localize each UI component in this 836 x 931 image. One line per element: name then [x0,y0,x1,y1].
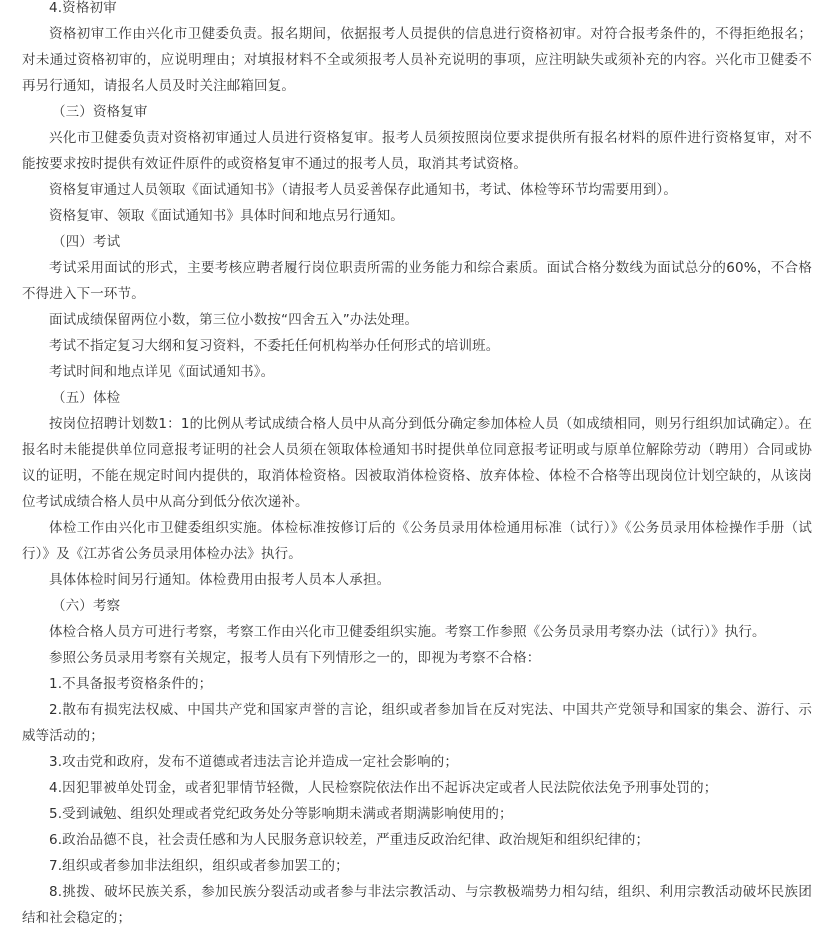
list-item: 7.组织或者参加非法组织，组织或者参加罢工的； [49,858,349,874]
section-heading-inspection: （六）考察 [52,598,121,614]
list-item: 3.攻击党和政府，发布不道德或者违法言论并造成一定社会影响的； [49,754,459,770]
list-item: 5.受到诫勉、组织处理或者党纪政务处分等影响期未满或者期满影响使用的； [49,806,513,822]
list-item: 2.散布有损宪法权威、中国共产党和国家声誉的言论，组织或者参加旨在反对宪法、中国共产党领导和国家的集会、游行、示威等活动的； [22,702,812,744]
paragraph-physical-selection: 按岗位招聘计划数1：1的比例从考试成绩合格人员中从高分到低分确定参加体检人员（如成绩相同，则另行组织加试确定）。在报名时未能提供单位同意报考证明的社会人员须在领取体检通知书时提供单位同意报考证明或与原单位解除劳动（聘用）合同或协议的证明，不能在规定时间内提供的，取消体检资格。因被取消体检资格、放弃体检、体检不合格等出现岗位计划空缺的，从该岗位考试成绩合格人员中从高分到低分依次递补。 [22,416,812,510]
section-heading-re-review: （三）资格复审 [52,104,148,120]
paragraph-physical-standard: 体检工作由兴化市卫健委组织实施。体检标准按修订后的《公务员录用体检通用标准（试行）》《公务员录用体检操作手册（试行）》及《江苏省公务员录用体检办法》执行。 [22,520,812,562]
paragraph-interview-notice: 资格复审通过人员领取《面试通知书》（请报考人员妥善保存此通知书，考试、体检等环节均需要用到）。 [49,182,678,198]
paragraph-exam-time: 考试时间和地点详见《面试通知书》。 [49,364,275,380]
list-item: 8.挑拨、破坏民族关系，参加民族分裂活动或者参与非法宗教活动、与宗教极端势力相勾结，组织、利用宗教活动破坏民族团结和社会稳定的； [22,884,812,926]
paragraph-inspection-rules: 参照公务员录用考察有关规定，报考人员有下列情形之一的，即视为考察不合格： [49,650,541,666]
paragraph-preliminary-review: 资格初审工作由兴化市卫健委负责。报名期间，依据报考人员提供的信息进行资格初审。对符合报考条件的，不得拒绝报名；对未通过资格初审的，应说明理由；对填报材料不全或须报考人员补充说明的事项，应注明缺失或须补充的内容。兴化市卫健委不再另行通知，请报名人员及时关注邮箱回复。 [22,26,812,94]
section-heading-exam: （四）考试 [52,234,121,250]
list-item: 1.不具备报考资格条件的； [49,676,213,692]
paragraph-re-review-time: 资格复审、领取《面试通知书》具体时间和地点另行通知。 [49,208,404,224]
paragraph-inspection-intro: 体检合格人员方可进行考察，考察工作由兴化市卫健委组织实施。考察工作参照《公务员录用考察办法（试行）》执行。 [49,624,766,640]
paragraph-re-review: 兴化市卫健委负责对资格初审通过人员进行资格复审。报考人员须按照岗位要求提供所有报名材料的原件进行资格复审，对不能按要求按时提供有效证件原件的或资格复审不通过的报考人员，取消其考试资格。 [22,130,812,172]
article-body [22,0,812,931]
paragraph-exam-format: 考试采用面试的形式，主要考核应聘者履行岗位职责所需的业务能力和综合素质。面试合格分数线为面试总分的60%，不合格不得进入下一环节。 [22,260,812,302]
paragraph-exam-materials: 考试不指定复习大纲和复习资料，不委托任何机构举办任何形式的培训班。 [49,338,500,354]
paragraph-heading-preliminary-review: 4.资格初审 [49,0,117,16]
paragraph-physical-time: 具体体检时间另行通知。体检费用由报考人员本人承担。 [49,572,391,588]
section-heading-physical: （五）体检 [52,390,121,406]
list-item: 6.政治品德不良，社会责任感和为人民服务意识较差，严重违反政治纪律、政治规矩和组织纪律的； [49,832,650,848]
paragraph-exam-scoring: 面试成绩保留两位小数，第三位小数按“四舍五入”办法处理。 [49,312,419,328]
list-item: 4.因犯罪被单处罚金，或者犯罪情节轻微，人民检察院依法作出不起诉决定或者人民法院依法免予刑事处罚的； [49,780,718,796]
